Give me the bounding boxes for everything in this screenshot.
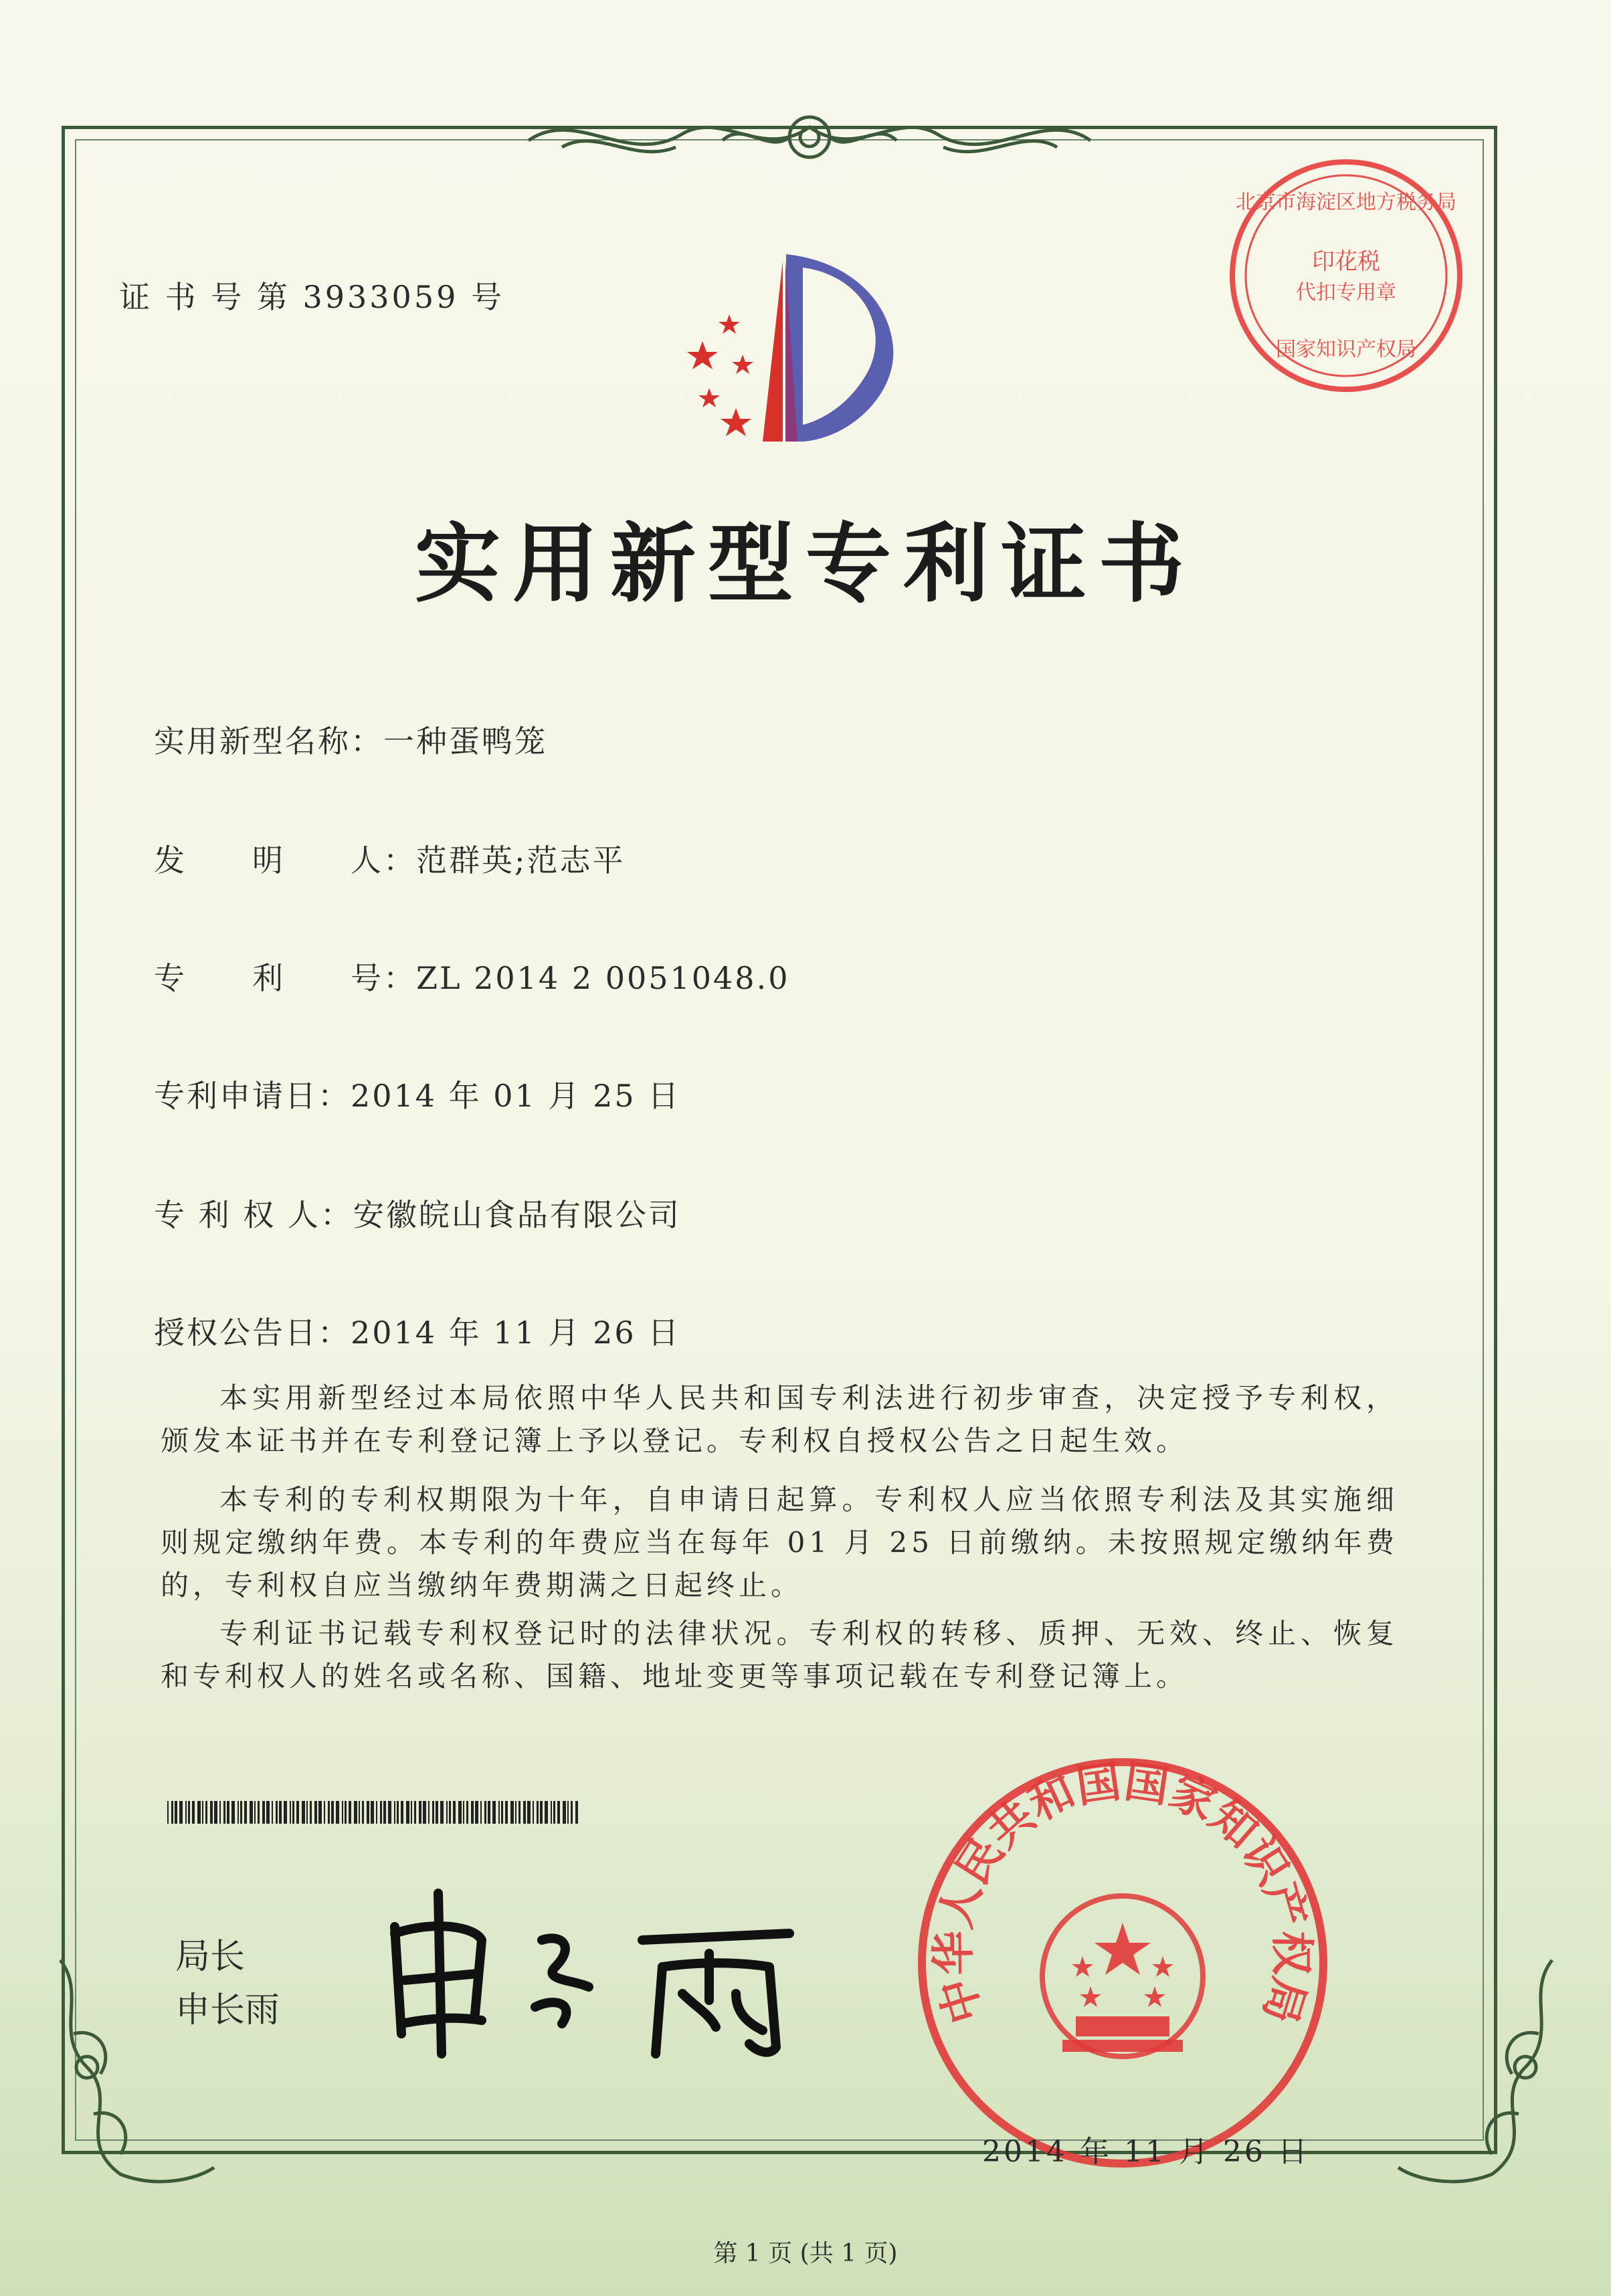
tax-stamp-seal — [1226, 155, 1466, 396]
barcode-bar — [227, 1801, 229, 1824]
barcode-bar — [557, 1801, 560, 1824]
paragraph-term: 本专利的专利权期限为十年，自申请日起算。专利权人应当依照专利法及其实施细则规定缴纳年费。本专利的年费应当在每年 01 月 25 日前缴纳。未按照规定缴纳年费的，专利权自应当缴纳年费期满之日起终止。 — [161, 1483, 1398, 1602]
barcode-bar — [354, 1801, 357, 1824]
barcode-bar — [238, 1801, 239, 1824]
barcode-bar — [367, 1801, 369, 1824]
barcode-bar — [428, 1801, 430, 1824]
barcode-bar — [296, 1801, 299, 1824]
field-patentee — [154, 1191, 681, 1235]
barcode-bar — [284, 1801, 287, 1824]
barcode-bar — [290, 1801, 291, 1824]
barcode-bar — [185, 1801, 187, 1824]
svg-text:印花税: 印花税 — [1312, 248, 1380, 275]
field-label: 专利申请日： — [154, 1078, 351, 1114]
barcode-bar — [276, 1801, 278, 1824]
field-value: 安徽皖山食品有限公司 — [353, 1197, 681, 1233]
field-label: 发 明 人： — [154, 842, 416, 878]
barcode-bar — [401, 1801, 403, 1824]
barcode-bar — [318, 1801, 322, 1824]
handwritten-signature — [375, 1880, 816, 2067]
barcode-bar — [171, 1801, 173, 1824]
field-value: 2014 年 11 月 26 日 — [351, 1315, 681, 1351]
barcode-bar — [575, 1801, 578, 1824]
barcode-bar — [480, 1801, 482, 1824]
barcode-bar — [202, 1801, 203, 1824]
barcode-bar — [527, 1801, 531, 1824]
barcode-bar — [498, 1801, 500, 1824]
barcode-bar — [231, 1801, 235, 1824]
barcode-bar — [510, 1801, 514, 1824]
barcode-bar — [553, 1801, 555, 1824]
barcode-bar — [240, 1801, 242, 1824]
barcode-bar — [328, 1801, 330, 1824]
field-patent-number — [154, 954, 789, 998]
field-inventor — [154, 836, 626, 880]
barcode-bar — [214, 1801, 217, 1824]
barcode-bar — [266, 1801, 270, 1824]
barcode-bar — [306, 1801, 308, 1824]
barcode-bar — [545, 1801, 548, 1824]
barcode-bar — [314, 1801, 317, 1824]
barcode-bar — [250, 1801, 253, 1824]
barcode-bar — [376, 1801, 377, 1824]
director-title: 局长 — [175, 1937, 246, 1977]
svg-text:中华人民共和国国家知识产权局: 中华人民共和国国家知识产权局 — [927, 1755, 1318, 2030]
field-value: 一种蛋鸭笼 — [383, 723, 547, 759]
barcode-bar — [436, 1801, 438, 1824]
barcode-bar — [563, 1801, 566, 1824]
barcode-bar — [258, 1801, 260, 1824]
barcode-bar — [345, 1801, 347, 1824]
field-label: 专 利 权 人： — [154, 1197, 353, 1233]
barcode-bar — [279, 1801, 282, 1824]
barcode-bar — [359, 1801, 360, 1824]
barcode-bar — [383, 1801, 386, 1824]
issue-date: 2014 年 11 月 26 日 — [982, 2135, 1310, 2169]
barcode-bar — [388, 1801, 391, 1824]
barcode-bar — [551, 1801, 552, 1824]
field-value: 范群英;范志平 — [416, 842, 626, 878]
barcode-bar — [223, 1801, 225, 1824]
barcode-bar — [349, 1801, 351, 1824]
barcode-bar — [518, 1801, 520, 1824]
barcode-bar — [414, 1801, 416, 1824]
field-label: 专 利 号： — [154, 960, 416, 996]
barcode-bar — [167, 1801, 169, 1824]
barcode-bar — [310, 1801, 312, 1824]
patent-office-emblem-icon — [649, 248, 903, 448]
barcode-bar — [463, 1801, 464, 1824]
field-value: ZL 2014 2 0051048.0 — [416, 960, 790, 996]
field-grant-date — [154, 1309, 680, 1353]
barcode-bar — [411, 1801, 412, 1824]
page-number: 第 1 页 (共 1 页) — [713, 2240, 898, 2267]
barcode-bar — [537, 1801, 539, 1824]
field-label: 授权公告日： — [154, 1315, 351, 1351]
paragraph-grant-notice: 本实用新型经过本局依照中华人民共和国专利法进行初步审查，决定授予专利权，颁发本证书并在专利登记簿上予以登记。专利权自授权公告之日起生效。 — [161, 1381, 1398, 1457]
barcode-bar — [175, 1801, 177, 1824]
svg-text:代扣专用章: 代扣专用章 — [1296, 281, 1396, 304]
page-title: 实用新型专利证书 — [414, 514, 1196, 614]
field-utility-model-name — [154, 717, 547, 761]
barcode-bar — [188, 1801, 190, 1824]
barcode-bar — [453, 1801, 456, 1824]
field-value: 2014 年 01 月 25 日 — [351, 1078, 681, 1114]
barcode-bar — [179, 1801, 183, 1824]
barcode-bar — [533, 1801, 534, 1824]
top-ornament — [522, 100, 1097, 174]
barcode-bar — [371, 1801, 374, 1824]
barcode-bar — [475, 1801, 478, 1824]
barcode-bar — [515, 1801, 516, 1824]
barcode-bar — [419, 1801, 421, 1824]
barcode-bar — [458, 1801, 462, 1824]
barcode-bar — [342, 1801, 343, 1824]
barcode-bar — [262, 1801, 265, 1824]
field-application-date — [154, 1072, 680, 1116]
barcode-bar — [272, 1801, 273, 1824]
paragraph-legal-status: 专利证书记载专利权登记时的法律状况。专利权的转移、质押、无效、终止、恢复和专利权人的姓名或名称、国籍、地址变更等事项记载在专利登记簿上。 — [161, 1617, 1398, 1693]
barcode-bar — [397, 1801, 399, 1824]
director-name: 申长雨 — [175, 1990, 280, 2030]
field-label: 实用新型名称： — [154, 723, 383, 759]
barcode-bar — [571, 1801, 573, 1824]
barcode-bar — [362, 1801, 364, 1824]
barcode-bar — [244, 1801, 247, 1824]
svg-text:国家知识产权局: 国家知识产权局 — [1276, 338, 1416, 361]
barcode-bar — [292, 1801, 294, 1824]
barcode-bar — [488, 1801, 490, 1824]
barcode-bar — [540, 1801, 543, 1824]
barcode-bar — [423, 1801, 426, 1824]
certificate-number: 证 书 号 第 3933059 号 — [119, 279, 504, 315]
barcode-bar — [324, 1801, 325, 1824]
barcode-bar — [192, 1801, 195, 1824]
barcode-bar — [449, 1801, 451, 1824]
barcode-bar — [432, 1801, 434, 1824]
barcode-bar — [336, 1801, 339, 1824]
barcode-bar — [380, 1801, 382, 1824]
barcode-bar — [484, 1801, 486, 1824]
barcode-bar — [466, 1801, 468, 1824]
barcode-bar — [501, 1801, 503, 1824]
barcode-bar — [331, 1801, 334, 1824]
barcode-bar — [302, 1801, 305, 1824]
barcode-bar — [254, 1801, 256, 1824]
barcode-bar — [210, 1801, 213, 1824]
barcode-bar — [219, 1801, 221, 1824]
barcode-bar — [471, 1801, 474, 1824]
bottom-right-ornament — [1392, 1953, 1566, 2194]
barcode-bar — [197, 1801, 201, 1824]
svg-text:北京市海淀区地方税务局: 北京市海淀区地方税务局 — [1236, 191, 1456, 214]
sipo-official-seal — [915, 1755, 1330, 2170]
barcode-bar — [523, 1801, 526, 1824]
barcode-bar — [205, 1801, 207, 1824]
barcode-bar — [406, 1801, 409, 1824]
barcode-bar — [446, 1801, 448, 1824]
barcode — [167, 1801, 582, 1824]
barcode-bar — [394, 1801, 395, 1824]
barcode-bar — [440, 1801, 444, 1824]
barcode-bar — [567, 1801, 569, 1824]
barcode-bar — [505, 1801, 508, 1824]
barcode-bar — [492, 1801, 496, 1824]
